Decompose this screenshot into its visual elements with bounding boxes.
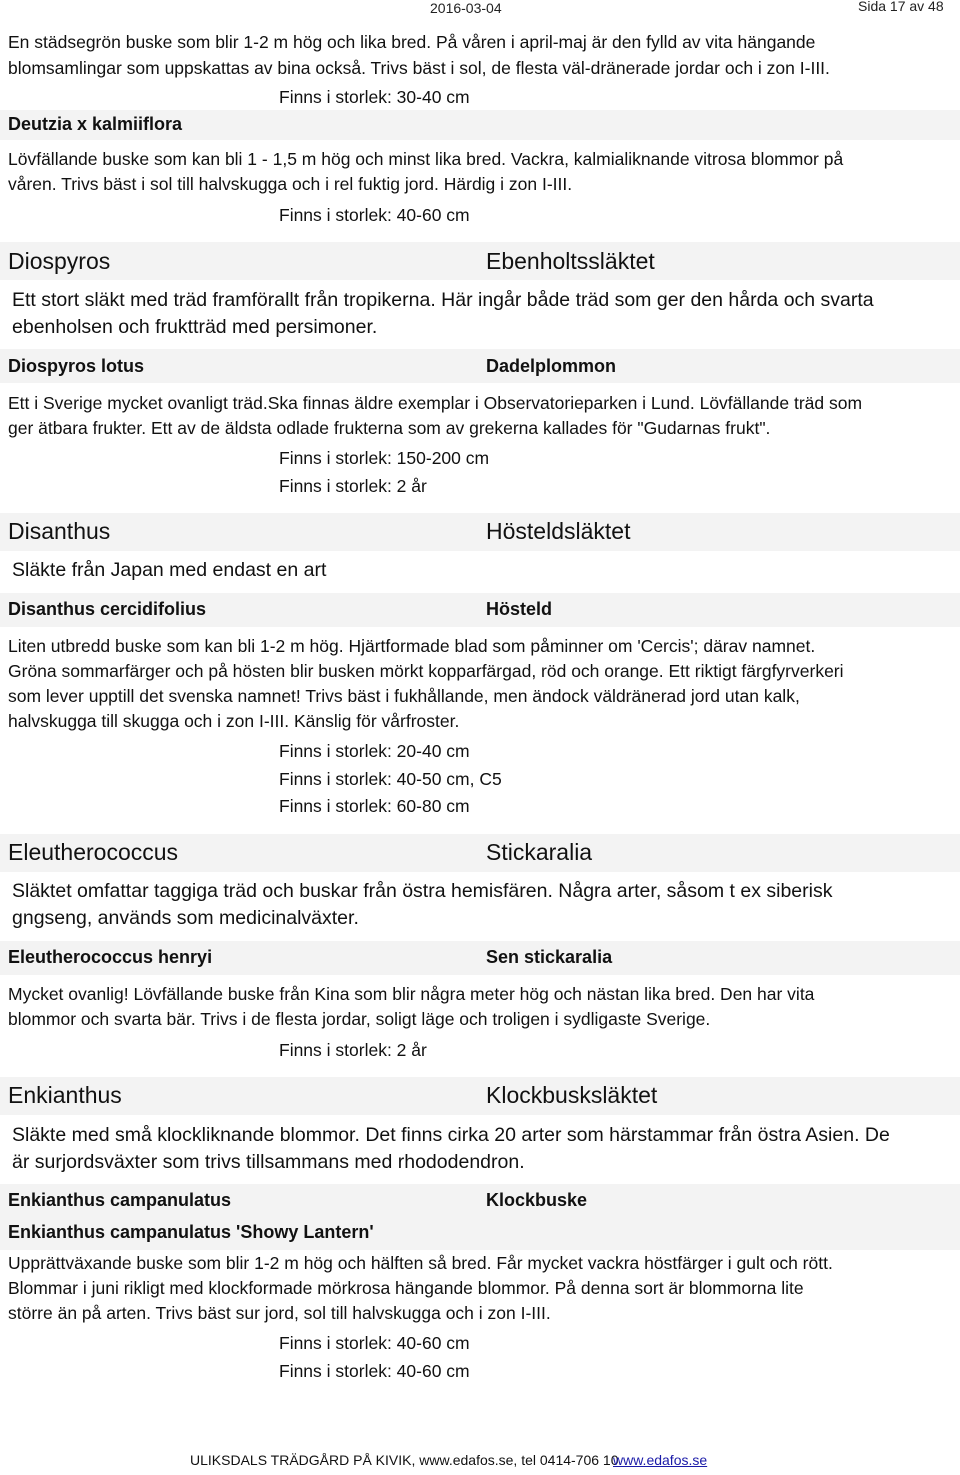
size-label: Finns i storlek: 40-60 cm — [279, 1361, 470, 1381]
species-desc-line: som lever upptill det svenska namnet! Trivs bäst i fukhållande, men ändock väldränerad jord utan kalk, — [8, 686, 800, 706]
genus-name: Enkianthus — [8, 1082, 122, 1108]
genus-desc-line: Släkte från Japan med endast en art — [12, 559, 327, 581]
intro-line-1: En städsegrön buske som blir 1-2 m hög och lika bred. På våren i april-maj är den fylld av vita hängande — [8, 32, 816, 52]
species-desc-line: Ett i Sverige mycket ovanligt träd.Ska finnas äldre exemplar i Observatorieparken i Lund. Lövfällande träd som — [8, 393, 863, 413]
species-desc-line: blommor och svarta bär. Trivs i de flesta jordar, soligt läge och troligen i sydligaste Sverige. — [8, 1009, 711, 1029]
size-label: Finns i storlek: 60-80 cm — [279, 796, 470, 816]
genus-desc-line: gngseng, används som medicinalväxter. — [12, 907, 359, 929]
genus-band — [0, 513, 960, 551]
common-name: Hösteld — [486, 599, 553, 619]
common-name: Klockbuske — [486, 1190, 588, 1210]
species-desc-line: Mycket ovanlig! Lövfällande buske från Kina som blir några meter hög och nästan lika bred. Den har vita — [8, 984, 815, 1004]
genus-desc-line: ebenholsen och fruktträd med persimoner. — [12, 316, 378, 338]
genus-band — [0, 1077, 960, 1115]
genus-desc-line: Ett stort släkt med träd framförallt från tropikerna. Här ingår både träd som ger den hårda och svarta — [12, 289, 874, 311]
species-name: Eleutherococcus henryi — [8, 947, 213, 967]
species-desc-line: halvskugga till skugga och i zon I-III. Känslig för vårfroster. — [8, 711, 460, 731]
size-label: Finns i storlek: 40-60 cm — [279, 205, 470, 225]
cultivar-name: Enkianthus campanulatus 'Showy Lantern' — [8, 1222, 374, 1242]
common-name: Dadelplommon — [486, 356, 617, 376]
cultivar-desc-line: Upprättväxande buske som blir 1-2 m hög och hälften så bred. Får mycket vackra höstfärger i gult och rött. — [8, 1253, 833, 1273]
family-name: Stickaralia — [486, 839, 593, 865]
species-desc-line: ger ätbara frukter. Ett av de äldsta odlade frukterna som av grekerna kallades för "Gudarnas frukt". — [8, 418, 771, 438]
size-label: Finns i storlek: 2 år — [279, 1040, 427, 1060]
genus-band — [0, 242, 960, 280]
common-name: Sen stickaralia — [486, 947, 613, 967]
family-name: Ebenholtssläktet — [486, 248, 655, 274]
species-desc-line: våren. Trivs bäst i sol till halvskugga och i rel fuktig jord. Härdig i zon I-III. — [8, 174, 573, 194]
genus-name: Disanthus — [8, 518, 111, 544]
species-name: Enkianthus campanulatus — [8, 1190, 232, 1210]
species-desc-line: Lövfällande buske som kan bli 1 - 1,5 m hög och minst lika bred. Vackra, kalmialiknande vitrosa blommor på — [8, 149, 844, 169]
genus-desc-line: är surjordsväxter som trivs tillsammans med rhododendron. — [12, 1151, 525, 1173]
genus-name: Diospyros — [8, 248, 111, 274]
genus-name: Eleutherococcus — [8, 839, 179, 865]
species-desc-line: Liten utbredd buske som kan bli 1-2 m hög. Hjärtformade blad som påminner om 'Cercis'; därav namnet. — [8, 636, 816, 656]
size-label: Finns i storlek: 2 år — [279, 476, 427, 496]
footer-website-link[interactable]: www.edafos.se — [613, 1452, 708, 1468]
page-number: Sida 17 av 48 — [858, 0, 944, 14]
species-name: Diospyros lotus — [8, 356, 145, 376]
size-label: Finns i storlek: 30-40 cm — [279, 87, 470, 107]
cultivar-desc-line: större än på arten. Trivs bäst sur jord, sol till halvskugga och i zon I-III. — [8, 1303, 551, 1323]
size-label: Finns i storlek: 40-60 cm — [279, 1333, 470, 1353]
size-label: Finns i storlek: 40-50 cm, C5 — [279, 769, 502, 789]
family-name: Klockbusksläktet — [486, 1082, 658, 1108]
footer-text: ULIKSDALS TRÄDGÅRD PÅ KIVIK, www.edafos.se, tel 0414-706 10 — [190, 1452, 619, 1468]
intro-line-2: blomsamlingar som uppskattas av bina också. Trivs bäst i sol, de flesta väl-dränerade jordar och i zon I-III. — [8, 58, 830, 78]
species-desc-line: Gröna sommarfärger och på hösten blir busken mörkt kopparfärgad, röd och orange. Ett riktigt färgfyrverkeri — [8, 661, 844, 681]
genus-desc-line: Släkte med små klockliknande blommor. Det finns cirka 20 arter som härstammar från östra Asien. De — [12, 1124, 890, 1146]
species-name: Disanthus cercidifolius — [8, 599, 207, 619]
size-label: Finns i storlek: 20-40 cm — [279, 741, 470, 761]
header-date: 2016-03-04 — [430, 0, 502, 16]
species-name: Deutzia x kalmiiflora — [8, 114, 183, 134]
cultivar-desc-line: Blommar i juni rikligt med klockformade mörkrosa hängande blommor. På denna sort är blommorna lite — [8, 1278, 804, 1298]
family-name: Hösteldsläktet — [486, 518, 631, 544]
genus-desc-line: Släktet omfattar taggiga träd och buskar från östra hemisfären. Några arter, såsom t ex siberisk — [12, 880, 833, 902]
size-label: Finns i storlek: 150-200 cm — [279, 448, 490, 468]
